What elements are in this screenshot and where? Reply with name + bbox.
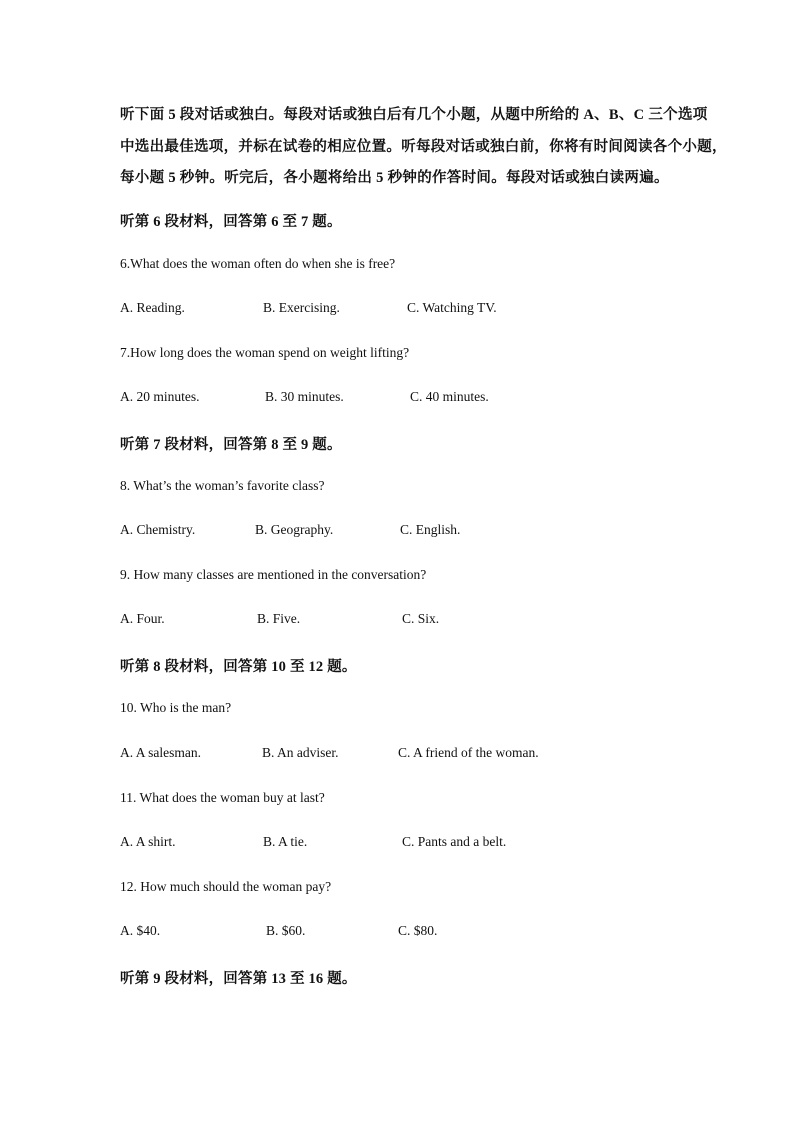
options-row	[120, 611, 680, 631]
question-12: 12. How much should the woman pay?	[120, 879, 332, 894]
options-row	[120, 923, 680, 943]
option-a: A. Chemistry.	[120, 522, 196, 537]
options-row	[120, 389, 680, 409]
question-6: 6.What does the woman often do when she is free?	[120, 256, 396, 271]
question-8: 8. What’s the woman’s favorite class?	[120, 478, 325, 493]
option-a: A. 20 minutes.	[120, 389, 200, 404]
instructions-line-2: 中选出最佳选项，并标在试卷的相应位置。听每段对话或独白前，你将有时间阅读各个小题，	[120, 139, 727, 155]
option-a: A. A shirt.	[120, 834, 176, 849]
section-heading: 听第 8 段材料，回答第 10 至 12 题。	[120, 659, 357, 675]
options-row	[120, 300, 680, 320]
options-row	[120, 522, 680, 542]
question-11: 11. What does the woman buy at last?	[120, 790, 325, 805]
option-c: C. 40 minutes.	[410, 389, 489, 404]
instructions-line-3: 每小题 5 秒钟。听完后，各小题将给出 5 秒钟的作答时间。每段对话或独白读两遍。	[120, 170, 669, 186]
option-a: A. Four.	[120, 611, 165, 626]
option-b: B. An adviser.	[262, 745, 339, 760]
option-b: B. Five.	[257, 611, 301, 626]
question-7: 7.How long does the woman spend on weight lifting?	[120, 345, 410, 360]
instructions-line-1: 听下面 5 段对话或独白。每段对话或独白后有几个小题，从题中所给的 A、B、C 三个选项	[120, 107, 708, 123]
option-c: C. Watching TV.	[407, 300, 497, 315]
options-row	[120, 745, 680, 765]
question-10: 10. Who is the man?	[120, 700, 232, 715]
section-heading: 听第 9 段材料，回答第 13 至 16 题。	[120, 971, 357, 987]
option-c: C. Pants and a belt.	[402, 834, 507, 849]
option-b: B. A tie.	[263, 834, 308, 849]
option-a: A. Reading.	[120, 300, 185, 315]
option-b: B. Geography.	[255, 522, 334, 537]
options-row	[120, 834, 680, 854]
option-c: C. Six.	[402, 611, 440, 626]
option-b: B. 30 minutes.	[265, 389, 344, 404]
question-9: 9. How many classes are mentioned in the conversation?	[120, 567, 427, 582]
option-c: C. A friend of the woman.	[398, 745, 539, 760]
option-c: C. English.	[400, 522, 461, 537]
section-heading: 听第 7 段材料，回答第 8 至 9 题。	[120, 437, 342, 453]
option-b: B. $60.	[266, 923, 306, 938]
option-a: A. $40.	[120, 923, 161, 938]
option-c: C. $80.	[398, 923, 438, 938]
section-heading: 听第 6 段材料，回答第 6 至 7 题。	[120, 214, 342, 230]
option-b: B. Exercising.	[263, 300, 340, 315]
option-a: A. A salesman.	[120, 745, 201, 760]
